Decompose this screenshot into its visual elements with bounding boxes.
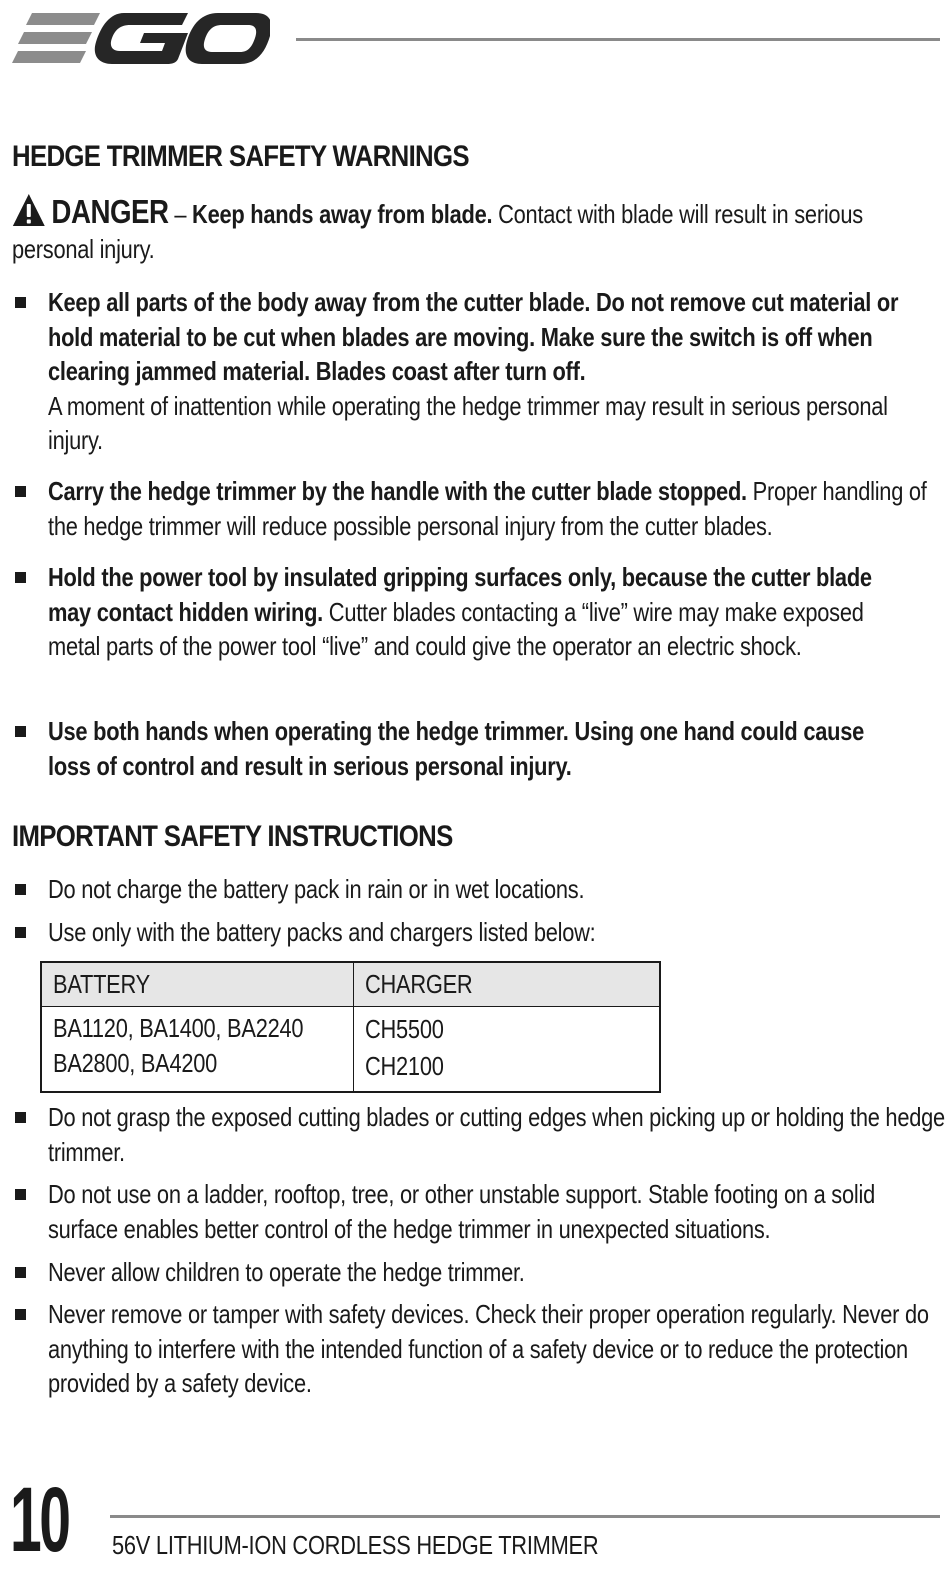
header-rule <box>296 38 940 41</box>
danger-statement <box>12 193 950 266</box>
bullet-square-icon <box>15 1267 26 1278</box>
bullet-square-icon <box>15 486 26 497</box>
bullet-square-icon <box>15 726 26 737</box>
bullet-square-icon <box>15 884 26 895</box>
hedge-trimmer-warnings-list <box>12 285 950 458</box>
hedge-trimmer-warnings-list-2 <box>12 474 950 543</box>
table-header-battery: BATTERY <box>41 962 354 1007</box>
safety-instructions-list-4 <box>12 1255 950 1290</box>
bullet-square-icon <box>15 1309 26 1320</box>
instruction-text: Never remove or tamper with safety devices. Check their proper operation regularly. Never do anything to interfere with the intended function of a safety device or to reduce the protection provided by a safety device. <box>48 1299 929 1398</box>
charger-model-line: CH2100 <box>365 1051 444 1081</box>
hedge-trimmer-warnings-list-3 <box>12 560 950 664</box>
warning-bold-text: Keep all parts of the body away from the cutter blade. Do not remove cut material or hold material to be cut when blades are moving. Make sure the switch is off when clearing jammed material. Blades coast after turn off. <box>48 287 899 386</box>
hedge-trimmer-warnings-list-4 <box>12 714 950 783</box>
instruction-text: Do not charge the battery pack in rain or in wet locations. <box>48 874 585 904</box>
warning-text: Proper handling of the hedge trimmer will reduce possible personal injury from the cutter blades. <box>48 476 927 541</box>
warning-bold-text: Hold the power tool by insulated gripping surfaces only, because the cutter blade may contact hidden wiring. <box>48 562 872 627</box>
safety-instructions-list-5 <box>12 1297 950 1401</box>
ego-logo <box>12 10 270 66</box>
list-item <box>12 1177 950 1246</box>
battery-charger-table <box>40 961 661 1093</box>
instruction-text: Do not grasp the exposed cutting blades or cutting edges when picking up or holding the hedge trimmer. <box>48 1102 945 1167</box>
warning-triangle-icon <box>12 193 46 227</box>
list-item <box>12 1255 950 1290</box>
safety-instructions-list-2 <box>12 1100 950 1169</box>
safety-instructions-list <box>12 872 950 949</box>
table-header-charger: CHARGER <box>354 962 661 1007</box>
instruction-text: Do not use on a ladder, rooftop, tree, or other unstable support. Stable footing on a solid surface enables better control of the hedge trimmer in unexpected situations. <box>48 1179 875 1244</box>
list-item <box>12 1100 950 1169</box>
safety-instructions-list-3 <box>12 1177 950 1246</box>
footer-product-title: 56V LITHIUM-ION CORDLESS HEDGE TRIMMER <box>112 1530 599 1560</box>
warning-text: A moment of inattention while operating the hedge trimmer may result in serious personal injury. <box>48 390 888 455</box>
list-item <box>12 285 950 458</box>
danger-text: Contact with blade will result in serious personal injury. <box>12 199 863 264</box>
warning-bold-text: Carry the hedge trimmer by the handle with the cutter blade stopped. <box>48 476 747 506</box>
danger-label: DANGER <box>51 193 169 230</box>
list-item <box>12 915 950 950</box>
danger-bold-text: Keep hands away from blade. <box>192 199 493 229</box>
charger-model-line: CH5500 <box>365 1014 444 1044</box>
danger-dash: – <box>168 199 193 229</box>
bullet-square-icon <box>15 297 26 308</box>
battery-models-cell <box>41 1007 354 1093</box>
instruction-text: Use only with the battery packs and chargers listed below: <box>48 916 596 947</box>
warning-text: Cutter blades contacting a “live” wire may make exposed metal parts of the power tool “live” and could give the operator an electric shock. <box>48 596 864 661</box>
footer-rule <box>110 1515 940 1518</box>
section-title-hedge-trimmer-safety-warnings: HEDGE TRIMMER SAFETY WARNINGS <box>12 140 469 173</box>
page-number: 10 <box>10 1469 69 1571</box>
list-item <box>12 474 950 543</box>
list-item <box>12 714 950 783</box>
warning-bold-text: Use both hands when operating the hedge trimmer. Using one hand could cause loss of control and result in serious personal injury. <box>48 716 864 781</box>
section-title-important-safety-instructions: IMPORTANT SAFETY INSTRUCTIONS <box>12 820 453 853</box>
battery-models-line: BA2800, BA4200 <box>53 1048 218 1078</box>
list-item <box>12 872 950 907</box>
bullet-square-icon <box>15 1112 26 1123</box>
battery-models-line: BA1120, BA1400, BA2240 <box>53 1013 304 1043</box>
list-item <box>12 560 950 664</box>
charger-models-cell <box>354 1007 661 1093</box>
list-item <box>12 1297 950 1401</box>
bullet-square-icon <box>15 572 26 583</box>
bullet-square-icon <box>15 927 26 938</box>
bullet-square-icon <box>15 1189 26 1200</box>
table-row <box>41 1007 660 1093</box>
table-header-row <box>41 962 660 1007</box>
instruction-text: Never allow children to operate the hedge trimmer. <box>48 1257 525 1287</box>
